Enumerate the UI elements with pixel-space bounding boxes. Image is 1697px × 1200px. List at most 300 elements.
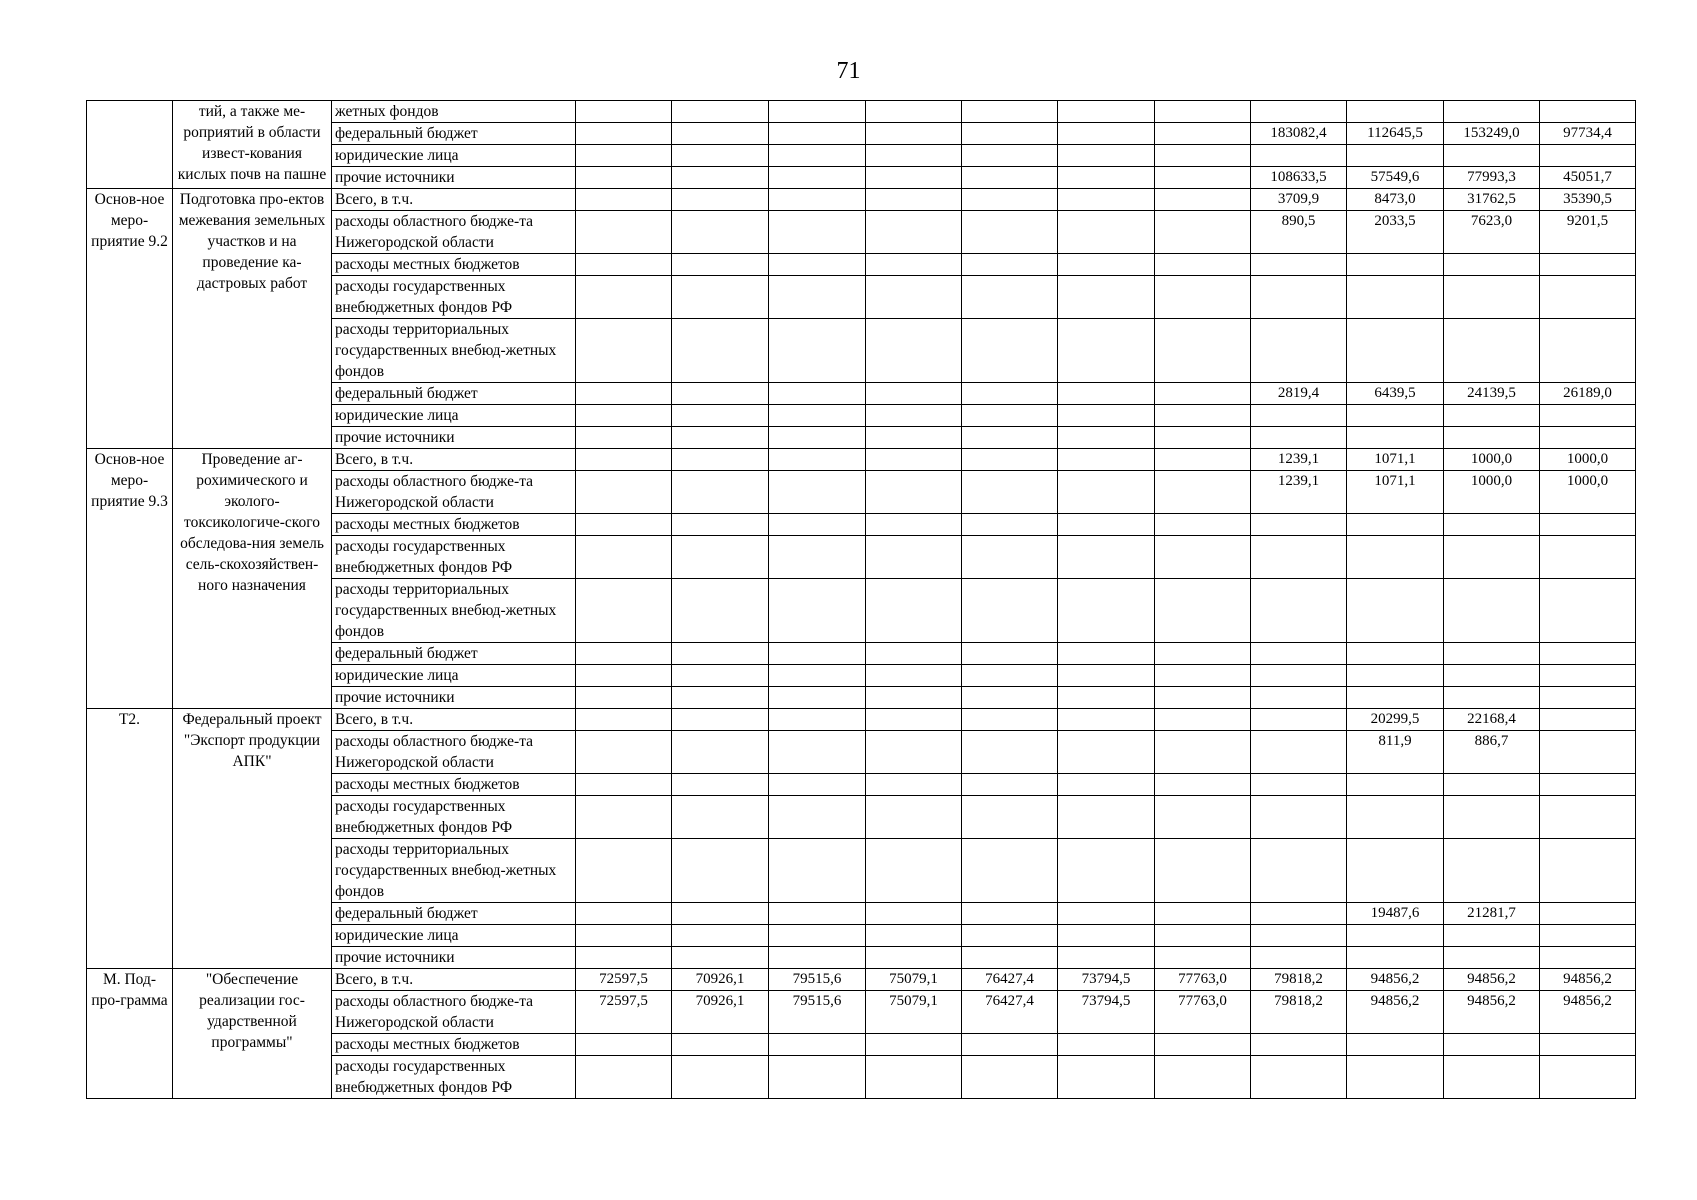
amount-cell [1347, 427, 1444, 449]
amount-cell [1540, 925, 1636, 947]
amount-cell [769, 405, 866, 427]
amount-cell [769, 254, 866, 276]
amount-cell [672, 687, 769, 709]
amount-cell [1058, 947, 1155, 969]
amount-cell [962, 643, 1058, 665]
amount-cell: 1000,0 [1444, 449, 1540, 471]
amount-cell: 1000,0 [1540, 471, 1636, 514]
amount-cell [866, 276, 962, 319]
amount-cell: 1239,1 [1251, 471, 1347, 514]
amount-cell [576, 1034, 672, 1056]
amount-cell [866, 579, 962, 643]
amount-cell [1444, 643, 1540, 665]
amount-cell [1251, 774, 1347, 796]
amount-cell [672, 579, 769, 643]
amount-cell [1444, 405, 1540, 427]
amount-cell [1251, 1034, 1347, 1056]
amount-cell [1251, 731, 1347, 774]
amount-cell [866, 254, 962, 276]
amount-cell [866, 449, 962, 471]
amount-cell [1155, 665, 1251, 687]
amount-cell [1155, 709, 1251, 731]
amount-cell [1155, 211, 1251, 254]
amount-cell [1155, 1034, 1251, 1056]
amount-cell [962, 1056, 1058, 1099]
amount-cell [1444, 1056, 1540, 1099]
measure-name: Подготовка про-ектов межевания земельных участков и на проведение ка-дастровых работ [173, 189, 332, 449]
measure-code [87, 101, 173, 189]
amount-cell [1251, 101, 1347, 123]
funding-source: расходы областного бюдже-та Нижегородской области [332, 991, 576, 1034]
amount-cell: 75079,1 [866, 991, 962, 1034]
funding-source: юридические лица [332, 925, 576, 947]
amount-cell [1347, 796, 1444, 839]
measure-code: М. Под-про-грамма [87, 969, 173, 1099]
amount-cell [962, 101, 1058, 123]
amount-cell [672, 1034, 769, 1056]
amount-cell: 153249,0 [1444, 123, 1540, 145]
amount-cell [962, 449, 1058, 471]
amount-cell [1540, 276, 1636, 319]
amount-cell [769, 1056, 866, 1099]
amount-cell [1444, 947, 1540, 969]
amount-cell [1540, 796, 1636, 839]
amount-cell [866, 839, 962, 903]
amount-cell: 97734,4 [1540, 123, 1636, 145]
amount-cell [576, 383, 672, 405]
amount-cell [576, 254, 672, 276]
amount-cell [1058, 774, 1155, 796]
amount-cell [1058, 449, 1155, 471]
amount-cell: 72597,5 [576, 969, 672, 991]
funding-source: жетных фондов [332, 101, 576, 123]
amount-cell [866, 731, 962, 774]
amount-cell [576, 123, 672, 145]
funding-source: расходы государственных внебюджетных фондов РФ [332, 276, 576, 319]
amount-cell [866, 1056, 962, 1099]
amount-cell: 45051,7 [1540, 167, 1636, 189]
funding-source: расходы местных бюджетов [332, 254, 576, 276]
amount-cell [1155, 579, 1251, 643]
amount-cell [769, 189, 866, 211]
amount-cell [866, 709, 962, 731]
amount-cell [672, 471, 769, 514]
amount-cell [1251, 687, 1347, 709]
funding-source: расходы местных бюджетов [332, 514, 576, 536]
amount-cell: 1071,1 [1347, 471, 1444, 514]
amount-cell [672, 903, 769, 925]
amount-cell [962, 947, 1058, 969]
amount-cell [1155, 731, 1251, 774]
measure-code: Основ-ное меро-приятие 9.3 [87, 449, 173, 709]
amount-cell [962, 471, 1058, 514]
amount-cell [1347, 839, 1444, 903]
funding-source: Всего, в т.ч. [332, 449, 576, 471]
amount-cell [672, 383, 769, 405]
amount-cell [769, 167, 866, 189]
amount-cell [1155, 903, 1251, 925]
table-row [87, 101, 1636, 123]
amount-cell [1251, 925, 1347, 947]
amount-cell [1155, 383, 1251, 405]
amount-cell: 79515,6 [769, 991, 866, 1034]
amount-cell [1444, 276, 1540, 319]
amount-cell [1155, 687, 1251, 709]
amount-cell [672, 405, 769, 427]
table-row [87, 189, 1636, 211]
amount-cell [962, 319, 1058, 383]
amount-cell [672, 449, 769, 471]
amount-cell: 3709,9 [1251, 189, 1347, 211]
amount-cell [769, 514, 866, 536]
amount-cell [866, 514, 962, 536]
page-number: 71 [836, 58, 861, 84]
amount-cell [962, 123, 1058, 145]
amount-cell [962, 145, 1058, 167]
amount-cell [1251, 643, 1347, 665]
amount-cell [576, 145, 672, 167]
amount-cell [962, 254, 1058, 276]
amount-cell [1444, 319, 1540, 383]
amount-cell [1540, 947, 1636, 969]
amount-cell [1251, 254, 1347, 276]
amount-cell [1347, 665, 1444, 687]
amount-cell [1347, 925, 1444, 947]
amount-cell [1251, 903, 1347, 925]
amount-cell [1540, 839, 1636, 903]
amount-cell [962, 731, 1058, 774]
amount-cell [1155, 643, 1251, 665]
amount-cell [1155, 947, 1251, 969]
amount-cell [1444, 687, 1540, 709]
amount-cell [576, 427, 672, 449]
funding-source: расходы областного бюдже-та Нижегородской области [332, 211, 576, 254]
amount-cell [866, 167, 962, 189]
amount-cell [576, 405, 672, 427]
amount-cell [866, 1034, 962, 1056]
amount-cell [1540, 1056, 1636, 1099]
amount-cell [672, 731, 769, 774]
amount-cell [1251, 665, 1347, 687]
amount-cell: 8473,0 [1347, 189, 1444, 211]
amount-cell: 94856,2 [1347, 991, 1444, 1034]
amount-cell [1444, 101, 1540, 123]
amount-cell [769, 211, 866, 254]
funding-source: расходы государственных внебюджетных фондов РФ [332, 536, 576, 579]
amount-cell [1155, 101, 1251, 123]
amount-cell [1251, 427, 1347, 449]
amount-cell [1540, 903, 1636, 925]
amount-cell [962, 211, 1058, 254]
amount-cell [1155, 405, 1251, 427]
amount-cell [576, 211, 672, 254]
amount-cell [576, 1056, 672, 1099]
amount-cell [1251, 947, 1347, 969]
funding-source: федеральный бюджет [332, 903, 576, 925]
funding-source: Всего, в т.ч. [332, 709, 576, 731]
funding-source: юридические лица [332, 145, 576, 167]
amount-cell [576, 449, 672, 471]
amount-cell [576, 536, 672, 579]
amount-cell [576, 774, 672, 796]
amount-cell [672, 1056, 769, 1099]
amount-cell [962, 167, 1058, 189]
amount-cell [962, 427, 1058, 449]
amount-cell [1540, 709, 1636, 731]
amount-cell [866, 687, 962, 709]
amount-cell [1540, 665, 1636, 687]
amount-cell [769, 687, 866, 709]
amount-cell [962, 903, 1058, 925]
amount-cell [866, 925, 962, 947]
amount-cell [769, 665, 866, 687]
amount-cell [576, 276, 672, 319]
amount-cell [866, 101, 962, 123]
amount-cell [1155, 167, 1251, 189]
funding-source: расходы областного бюдже-та Нижегородской области [332, 471, 576, 514]
amount-cell [1540, 579, 1636, 643]
amount-cell [769, 579, 866, 643]
amount-cell [576, 839, 672, 903]
amount-cell [1347, 1056, 1444, 1099]
amount-cell [672, 536, 769, 579]
amount-cell: 76427,4 [962, 991, 1058, 1034]
amount-cell [769, 903, 866, 925]
amount-cell [962, 1034, 1058, 1056]
amount-cell [1251, 405, 1347, 427]
amount-cell [1155, 471, 1251, 514]
amount-cell [1444, 427, 1540, 449]
amount-cell [576, 579, 672, 643]
amount-cell: 73794,5 [1058, 969, 1155, 991]
amount-cell [962, 514, 1058, 536]
funding-source: расходы местных бюджетов [332, 774, 576, 796]
funding-source: расходы государственных внебюджетных фондов РФ [332, 796, 576, 839]
funding-source: прочие источники [332, 947, 576, 969]
amount-cell [866, 796, 962, 839]
amount-cell [672, 123, 769, 145]
amount-cell [672, 709, 769, 731]
amount-cell [672, 925, 769, 947]
amount-cell [1058, 189, 1155, 211]
amount-cell: 79515,6 [769, 969, 866, 991]
amount-cell [1155, 427, 1251, 449]
amount-cell [1347, 514, 1444, 536]
amount-cell [1058, 145, 1155, 167]
amount-cell [1347, 254, 1444, 276]
amount-cell [769, 101, 866, 123]
amount-cell [1540, 427, 1636, 449]
amount-cell [1155, 514, 1251, 536]
amount-cell: 94856,2 [1444, 991, 1540, 1034]
amount-cell [769, 947, 866, 969]
amount-cell [1155, 796, 1251, 839]
amount-cell [1251, 536, 1347, 579]
amount-cell [866, 211, 962, 254]
amount-cell: 20299,5 [1347, 709, 1444, 731]
amount-cell [1444, 839, 1540, 903]
amount-cell [1444, 536, 1540, 579]
amount-cell [866, 643, 962, 665]
amount-cell [769, 925, 866, 947]
amount-cell [962, 579, 1058, 643]
amount-cell [672, 514, 769, 536]
funding-source: Всего, в т.ч. [332, 969, 576, 991]
amount-cell [672, 189, 769, 211]
amount-cell [1155, 774, 1251, 796]
amount-cell [866, 536, 962, 579]
amount-cell [769, 709, 866, 731]
amount-cell [1540, 1034, 1636, 1056]
amount-cell [672, 427, 769, 449]
amount-cell [866, 319, 962, 383]
amount-cell [1347, 643, 1444, 665]
amount-cell [1251, 796, 1347, 839]
funding-source: прочие источники [332, 167, 576, 189]
amount-cell [1058, 1056, 1155, 1099]
measure-name: тий, а также ме-роприятий в области извест-кования кислых почв на пашне [173, 101, 332, 189]
amount-cell [962, 774, 1058, 796]
amount-cell: 112645,5 [1347, 123, 1444, 145]
amount-cell [1444, 514, 1540, 536]
amount-cell [769, 1034, 866, 1056]
funding-source: федеральный бюджет [332, 123, 576, 145]
amount-cell [1058, 101, 1155, 123]
amount-cell: 77763,0 [1155, 991, 1251, 1034]
amount-cell [672, 167, 769, 189]
amount-cell [576, 514, 672, 536]
amount-cell [1058, 1034, 1155, 1056]
amount-cell: 890,5 [1251, 211, 1347, 254]
amount-cell [1347, 101, 1444, 123]
amount-cell: 7623,0 [1444, 211, 1540, 254]
amount-cell [576, 665, 672, 687]
amount-cell: 26189,0 [1540, 383, 1636, 405]
amount-cell [672, 211, 769, 254]
funding-source: Всего, в т.ч. [332, 189, 576, 211]
amount-cell [962, 536, 1058, 579]
amount-cell [1540, 643, 1636, 665]
amount-cell [962, 925, 1058, 947]
amount-cell [1444, 925, 1540, 947]
amount-cell [1251, 145, 1347, 167]
amount-cell [1347, 579, 1444, 643]
amount-cell [769, 123, 866, 145]
amount-cell [1058, 687, 1155, 709]
measure-name: Федеральный проект "Экспорт продукции АПК" [173, 709, 332, 969]
amount-cell [1347, 1034, 1444, 1056]
amount-cell [1155, 254, 1251, 276]
funding-source: расходы территориальных государственных внебюд-жетных фондов [332, 319, 576, 383]
amount-cell: 70926,1 [672, 991, 769, 1034]
amount-cell: 811,9 [1347, 731, 1444, 774]
amount-cell: 77993,3 [1444, 167, 1540, 189]
amount-cell [1251, 276, 1347, 319]
amount-cell [1540, 731, 1636, 774]
amount-cell [866, 903, 962, 925]
amount-cell: 24139,5 [1444, 383, 1540, 405]
amount-cell [1540, 774, 1636, 796]
amount-cell [1347, 319, 1444, 383]
amount-cell [769, 449, 866, 471]
amount-cell: 9201,5 [1540, 211, 1636, 254]
table-row [87, 449, 1636, 471]
amount-cell: 21281,7 [1444, 903, 1540, 925]
amount-cell [1540, 405, 1636, 427]
amount-cell: 1071,1 [1347, 449, 1444, 471]
amount-cell [769, 276, 866, 319]
funding-source: расходы областного бюдже-та Нижегородской области [332, 731, 576, 774]
amount-cell [1540, 101, 1636, 123]
amount-cell: 94856,2 [1540, 969, 1636, 991]
amount-cell [769, 383, 866, 405]
amount-cell [576, 947, 672, 969]
amount-cell [1251, 579, 1347, 643]
amount-cell [672, 839, 769, 903]
amount-cell: 72597,5 [576, 991, 672, 1034]
amount-cell [576, 687, 672, 709]
amount-cell [672, 774, 769, 796]
amount-cell [1155, 319, 1251, 383]
amount-cell [1058, 514, 1155, 536]
amount-cell [866, 145, 962, 167]
amount-cell: 94856,2 [1540, 991, 1636, 1034]
amount-cell [1251, 1056, 1347, 1099]
amount-cell [1155, 925, 1251, 947]
amount-cell [1058, 731, 1155, 774]
amount-cell [672, 145, 769, 167]
amount-cell [576, 189, 672, 211]
amount-cell [1058, 536, 1155, 579]
amount-cell [1444, 1034, 1540, 1056]
measure-name: "Обеспечение реализации гос-ударственной программы" [173, 969, 332, 1099]
amount-cell: 886,7 [1444, 731, 1540, 774]
amount-cell: 108633,5 [1251, 167, 1347, 189]
amount-cell: 2819,4 [1251, 383, 1347, 405]
amount-cell [1155, 189, 1251, 211]
amount-cell: 94856,2 [1444, 969, 1540, 991]
amount-cell [1444, 579, 1540, 643]
amount-cell [1058, 665, 1155, 687]
funding-source: федеральный бюджет [332, 383, 576, 405]
amount-cell [1058, 427, 1155, 449]
funding-source: расходы территориальных государственных внебюд-жетных фондов [332, 839, 576, 903]
table-row [87, 969, 1636, 991]
amount-cell [1540, 536, 1636, 579]
amount-cell: 73794,5 [1058, 991, 1155, 1034]
amount-cell [672, 276, 769, 319]
measure-code: Т2. [87, 709, 173, 969]
amount-cell [576, 796, 672, 839]
amount-cell [769, 731, 866, 774]
amount-cell [672, 101, 769, 123]
amount-cell [1444, 774, 1540, 796]
amount-cell [1347, 687, 1444, 709]
table-row [87, 709, 1636, 731]
amount-cell: 19487,6 [1347, 903, 1444, 925]
amount-cell: 79818,2 [1251, 969, 1347, 991]
amount-cell [672, 643, 769, 665]
amount-cell [1058, 925, 1155, 947]
amount-cell [866, 123, 962, 145]
amount-cell [1058, 167, 1155, 189]
amount-cell [1058, 319, 1155, 383]
amount-cell: 1239,1 [1251, 449, 1347, 471]
amount-cell [1347, 405, 1444, 427]
amount-cell [1540, 687, 1636, 709]
amount-cell [1058, 643, 1155, 665]
amount-cell [769, 319, 866, 383]
